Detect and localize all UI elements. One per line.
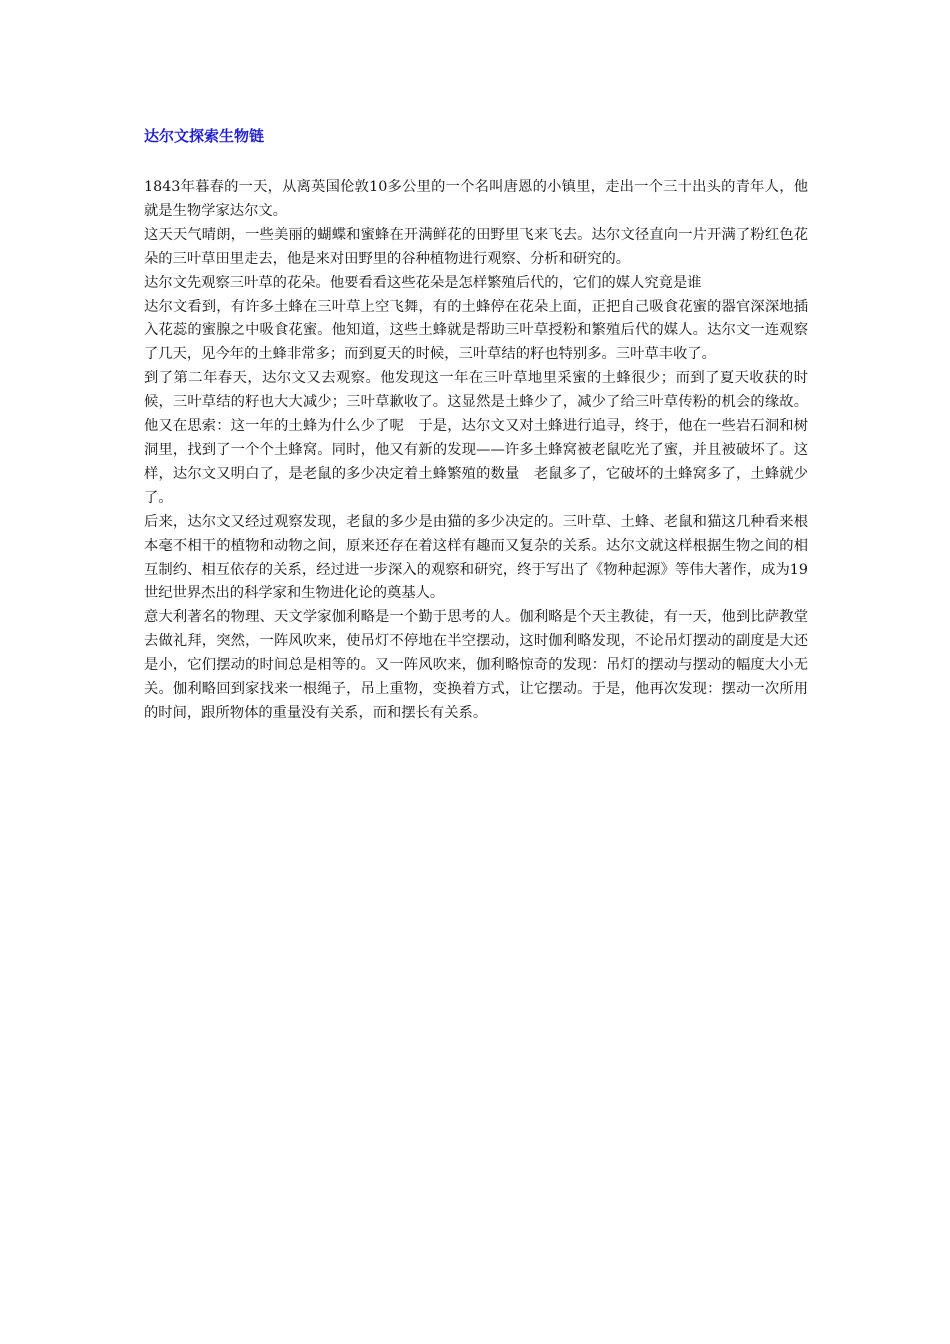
- document-body: [144, 176, 808, 726]
- paragraph-7: 意大利著名的物理、天文学家伽利略是一个勤于思考的人。伽利略是个天主教徒，有一天，他到比萨教堂去做礼拜，突然，一阵风吹来，使吊灯不停地在半空摆动，这时伽利略发现，不论吊灯摆动的副度是大还是小，它们摆动的时间总是相等的。又一阵风吹来，伽利略惊奇的发现：吊灯的摆动与摆动的幅度大小无关。伽利略回到家找来一根绳子，吊上重物，变换着方式，让它摆动。于是，他再次发现：摆动一次所用的时间，跟所物体的重量没有关系，而和摆长有关系。: [144, 609, 808, 721]
- paragraph-4: 达尔文看到，有许多土蜂在三叶草上空飞舞，有的土蜂停在花朵上面，正把自己吸食花蜜的器官深深地插入花蕊的蜜腺之中吸食花蜜。他知道，这些土蜂就是帮助三叶草授粉和繁殖后代的媒人。达尔文一连观察了几天，见今年的土蜂非常多；而到夏天的时候，三叶草结的籽也特别多。三叶草丰收了。: [144, 298, 808, 363]
- paragraph-1: 1843年暮春的一天，从离英国伦敦10多公里的一个名叫唐恩的小镇里，走出一个三十出头的青年人，他就是生物学家达尔文。: [144, 179, 808, 219]
- document-title: 达尔文探索生物链: [144, 127, 265, 145]
- paragraph-2: 这天天气晴朗，一些美丽的蝴蝶和蜜蜂在开满鲜花的田野里飞来飞去。达尔文径直向一片开满了粉红色花朵的三叶草田里走去，他是来对田野里的谷种植物进行观察、分析和研究的。: [144, 226, 808, 267]
- paragraph-5: 到了第二年春天，达尔文又去观察。他发现这一年在三叶草地里采蜜的土蜂很少；而到了夏天收获的时候，三叶草结的籽也大大减少；三叶草歉收了。这显然是土蜂少了，减少了给三叶草传粉的机会的缘故。他又在思索：这一年的土蜂为什么少了呢 于是，达尔文又对土蜂进行追寻，终于，他在一些岩石洞和树洞里，找到了一个个土蜂窝。同时，他又有新的发现——许多土蜂窝被老鼠吃光了蜜，并且被破坏了。这样，达尔文又明白了，是老鼠的多少决定着土蜂繁殖的数量 老鼠多了，它破坏的土蜂窝多了，土蜂就少了。: [144, 370, 808, 506]
- paragraph-3: 达尔文先观察三叶草的花朵。他要看看这些花朵是怎样繁殖后代的，它们的媒人究竟是谁: [144, 274, 702, 291]
- paragraph-6: 后来，达尔文又经过观察发现，老鼠的多少是由猫的多少决定的。三叶草、土蜂、老鼠和猫这几种看来根本毫不相干的植物和动物之间，原来还存在着这样有趣而又复杂的关系。达尔文就这样根据生物之间的相互制约、相互依存的关系，经过进一步深入的观察和研究，终于写出了《物种起源》等伟大著作，成为19世纪世界杰出的科学家和生物进化论的奠基人。: [144, 513, 808, 602]
